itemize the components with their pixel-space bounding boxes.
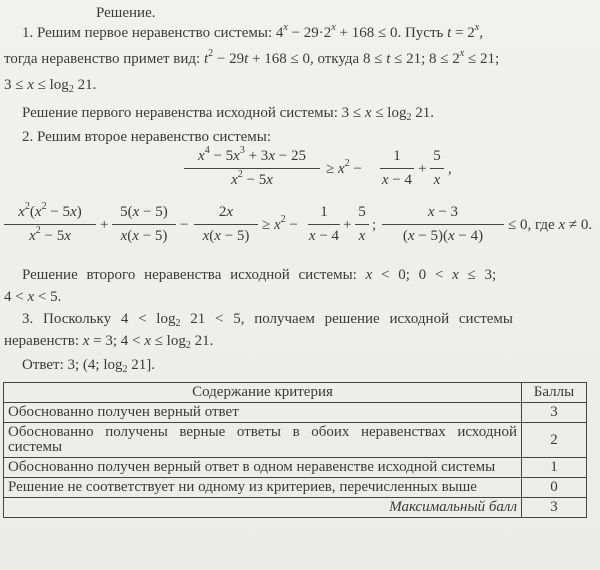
t-den-2: x(x − 5): [120, 228, 168, 244]
step2-intro: 2. Решим второе неравенство системы:: [22, 129, 272, 145]
rhs-num-1: 1: [393, 148, 401, 164]
t-num-4: 1: [320, 204, 328, 220]
rhs-den-1: x − 4: [381, 172, 413, 188]
table-row: [4, 403, 587, 423]
max-score-label: Максимальный балл: [4, 498, 522, 518]
rhs-comma: ,: [448, 161, 452, 177]
t-minus: −: [180, 217, 189, 233]
criteria-table: [3, 382, 587, 518]
criterion-score: 3: [522, 403, 587, 423]
t-num-6: x − 3: [427, 204, 459, 220]
t-tail: ≤ 0, где x ≠ 0.: [508, 217, 593, 233]
t-num-1: $x^2(x^2 - 5x)$: [18, 201, 82, 220]
t-semicolon: ;: [372, 217, 377, 233]
t-ge: ≥ $x^2$ −: [262, 214, 298, 233]
t-plus-2: +: [343, 217, 352, 233]
criterion-text: Решение не соответствует ни одному из критериев, перечисленных выше: [4, 478, 522, 498]
step2-solution-line2: 4 < x < 5.: [4, 289, 62, 305]
t-den-3: x(x − 5): [202, 228, 250, 244]
t-den-5: x: [358, 228, 366, 244]
answer-line: Ответ: 3; (4; $\log_2 21$].: [22, 357, 156, 375]
criterion-text: Обоснованно получены верные ответы в обоих неравенствах исходной системы: [4, 423, 522, 458]
fraction-bar: [194, 224, 258, 225]
step1-line2: тогда неравенство примет вид: $t^2 - 29t + 168 \le 0$, откуда 8 ≤ t ≤ 21; $8 \le 2^x \le 21$;: [4, 48, 500, 67]
table-header-row: [4, 383, 587, 403]
solution-heading: Решение.: [96, 5, 156, 21]
ineq-numerator: $x^4 - 5x^3 + 3x - 25$: [198, 145, 306, 164]
criterion-score: 1: [522, 458, 587, 478]
ineq-rhs-a: ≥ $x^2$ −: [326, 158, 362, 177]
fraction-bar: [184, 168, 320, 169]
t-plus-1: +: [100, 217, 109, 233]
t-num-5: 5: [358, 204, 366, 220]
rhs-num-2: 5: [433, 148, 441, 164]
max-score-value: 3: [522, 498, 587, 518]
fraction-bar: [112, 224, 176, 225]
t-num-3: 2x: [218, 204, 234, 220]
step1-line1: 1. Решим первое неравенство системы: $4^x - 29\cdot 2^x + 168 \le 0$. Пусть $t = 2^x$,: [22, 22, 483, 41]
fraction-bar: [355, 224, 369, 225]
criterion-text: Обоснованно получен верный ответ в одном неравенстве исходной системы: [4, 458, 522, 478]
rhs-plus: +: [418, 161, 427, 177]
step1-line3: $3 \le x \le \log_2 21$.: [4, 77, 97, 95]
rhs-den-2: x: [433, 172, 441, 188]
table-row: [4, 478, 587, 498]
t-den-4: x − 4: [308, 228, 340, 244]
fraction-bar: [380, 168, 414, 169]
fraction-bar: [382, 224, 504, 225]
max-score-row: [4, 498, 587, 518]
t-num-2: 5(x − 5): [120, 204, 168, 220]
table-row: [4, 423, 587, 458]
criterion-score: 2: [522, 423, 587, 458]
step3-line2: неравенств: x = 3; $4 < x \le \log_2 21$.: [4, 333, 214, 351]
fraction-bar: [430, 168, 444, 169]
fraction-bar: [4, 224, 96, 225]
fraction-bar: [308, 224, 340, 225]
step2-solution-line1: Решение второго неравенства исходной системы: x < 0; 0 < x ≤ 3;: [22, 267, 497, 283]
criterion-score: 0: [522, 478, 587, 498]
ineq-denominator: $x^2 - 5x$: [231, 169, 273, 188]
header-score: Баллы: [522, 383, 587, 403]
t-den-1: $x^2 - 5x$: [29, 225, 71, 244]
step1-conclusion: Решение первого неравенства исходной системы: $3 \le x \le \log_2 21$.: [22, 105, 434, 123]
table-row: [4, 458, 587, 478]
t-den-6: (x − 5)(x − 4): [402, 228, 484, 244]
header-criteria: Содержание критерия: [4, 383, 522, 403]
criterion-text: Обоснованно получен верный ответ: [4, 403, 522, 423]
step3-line1: 3. Поскольку $4 < \log_2 21 < 5$, получаем решение исходной системы: [22, 311, 513, 329]
